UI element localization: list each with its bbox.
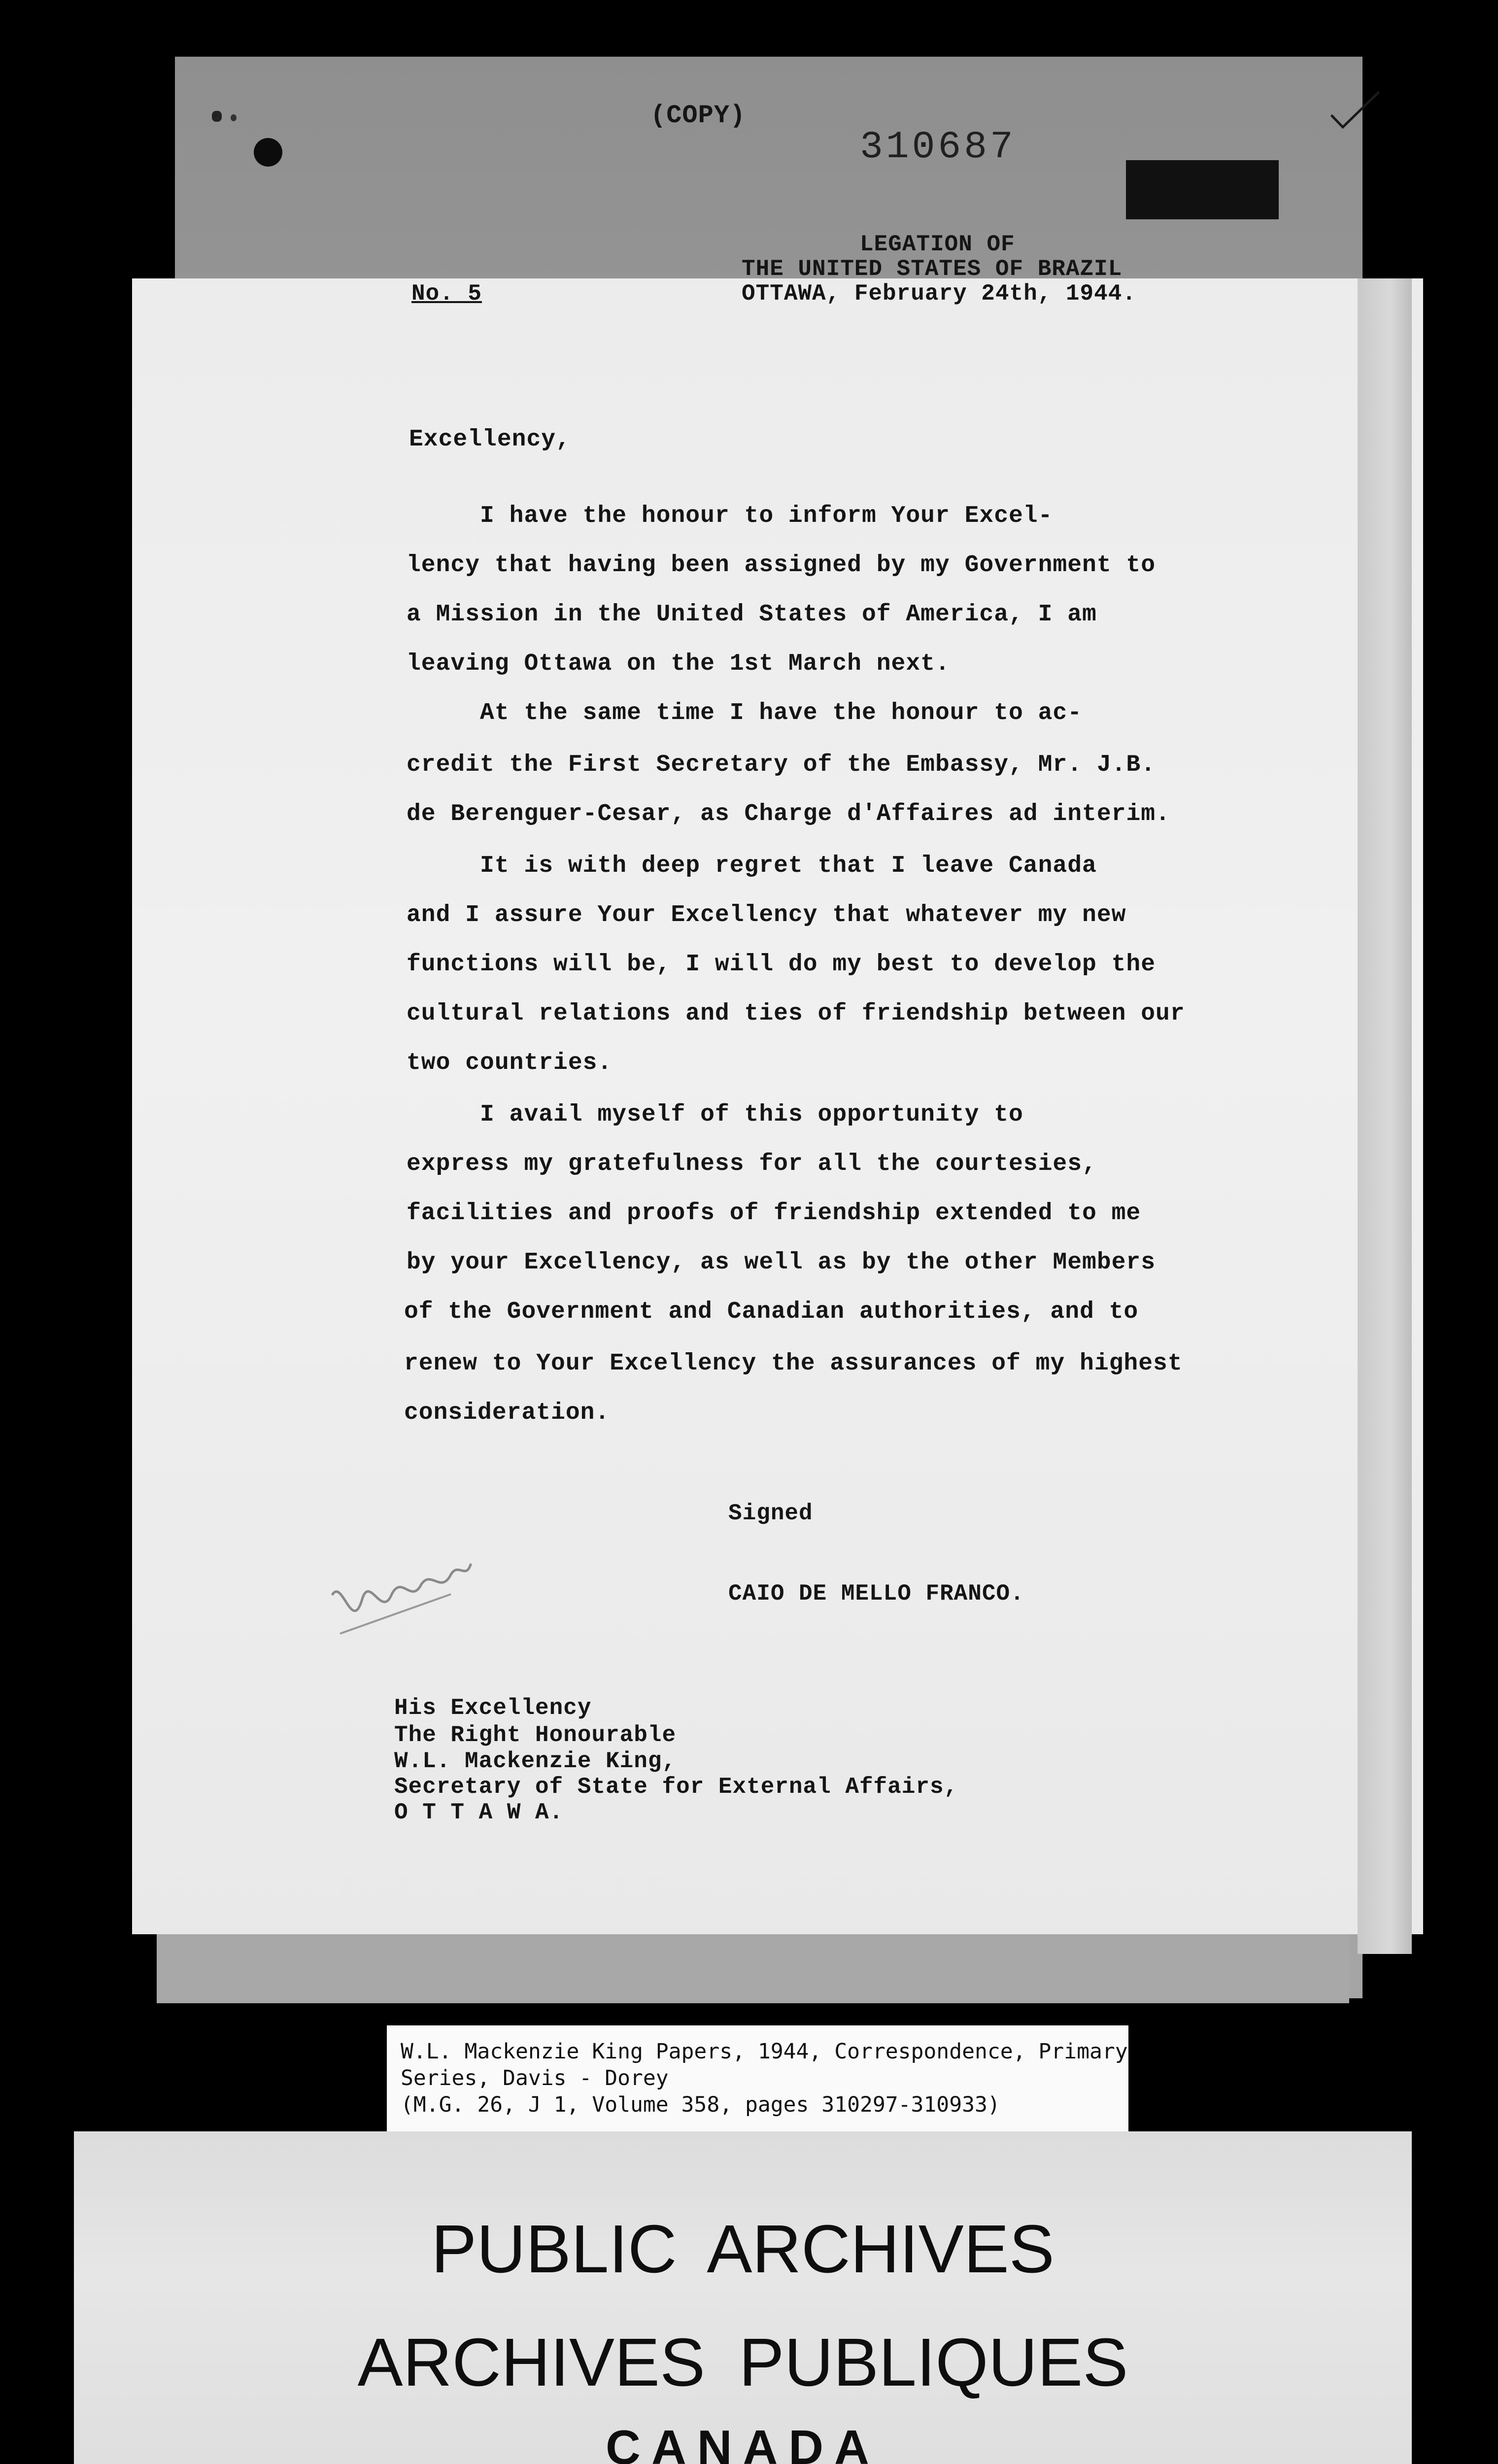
- place-date: OTTAWA, February 24th, 1944.: [742, 281, 1136, 307]
- body-line: renew to Your Excellency the assurances of my highest: [404, 1350, 1183, 1377]
- ink-speck: [212, 111, 222, 122]
- document-number: 310687: [860, 126, 1016, 169]
- check-mark-icon: [1328, 89, 1382, 133]
- body-line: by your Excellency, as well as by the other Members: [407, 1249, 1156, 1276]
- addressee-line: Secretary of State for External Affairs,: [394, 1774, 958, 1800]
- body-line: cultural relations and ties of friendship between our: [407, 1000, 1185, 1027]
- banner-title-fr: ARCHIVES PUBLIQUES: [357, 2325, 1128, 2400]
- body-line: I avail myself of this opportunity to: [407, 1101, 1023, 1128]
- body-line: functions will be, I will do my best to develop the: [407, 951, 1156, 978]
- banner-country: CANADA: [606, 2420, 880, 2464]
- redaction-box: [1126, 160, 1279, 219]
- caption-line: Series, Davis - Dorey: [401, 2066, 669, 2090]
- body-line: leaving Ottawa on the 1st March next.: [407, 650, 950, 677]
- body-line: de Berenguer-Cesar, as Charge d'Affaires ad interim.: [407, 801, 1170, 827]
- signatory-name: CAIO DE MELLO FRANCO.: [728, 1581, 1024, 1607]
- salutation: Excellency,: [409, 426, 571, 453]
- body-line: At the same time I have the honour to ac-: [407, 700, 1083, 726]
- body-line: It is with deep regret that I leave Canada: [407, 853, 1097, 879]
- archive-caption-label: [387, 2025, 1128, 2131]
- letter-number: No. 5: [411, 281, 482, 307]
- caption-line: (M.G. 26, J 1, Volume 358, pages 310297-310933): [401, 2092, 1000, 2117]
- body-line: express my gratefulness for all the courtesies,: [407, 1151, 1097, 1177]
- sheet-bottom-edge: [157, 1934, 1349, 2003]
- body-line: two countries.: [407, 1050, 613, 1076]
- body-line: consideration.: [404, 1400, 610, 1426]
- addressee-line: O T T A W A.: [394, 1800, 564, 1825]
- ink-speck: [231, 114, 237, 121]
- body-line: of the Government and Canadian authorities, and to: [404, 1299, 1139, 1325]
- archives-banner: [74, 2131, 1412, 2464]
- body-line: credit the First Secretary of the Embassy, Mr. J.B.: [407, 752, 1156, 778]
- pencil-scribble-icon: [323, 1520, 480, 1648]
- signed-label: Signed: [728, 1501, 813, 1526]
- body-line: lency that having been assigned by my Government to: [407, 552, 1156, 579]
- legation-line: LEGATION OF: [860, 232, 1015, 257]
- copy-mark: (COPY): [650, 101, 746, 130]
- addressee-line: His Excellency: [394, 1695, 592, 1721]
- addressee-line: The Right Honourable: [394, 1722, 677, 1748]
- banner-title-en: PUBLIC ARCHIVES: [431, 2211, 1055, 2287]
- body-line: and I assure Your Excellency that whatever my new: [407, 902, 1126, 928]
- body-line: I have the honour to inform Your Excel-: [407, 503, 1053, 529]
- page-edge: [1358, 278, 1412, 1954]
- body-line: a Mission in the United States of America, I am: [407, 601, 1097, 628]
- addressee-line: W.L. Mackenzie King,: [394, 1748, 677, 1774]
- hole-punch-mark: [254, 138, 282, 167]
- legation-line: THE UNITED STATES OF BRAZIL: [742, 256, 1123, 282]
- body-line: facilities and proofs of friendship extended to me: [407, 1200, 1141, 1227]
- caption-line: W.L. Mackenzie King Papers, 1944, Correspondence, Primary: [401, 2039, 1128, 2064]
